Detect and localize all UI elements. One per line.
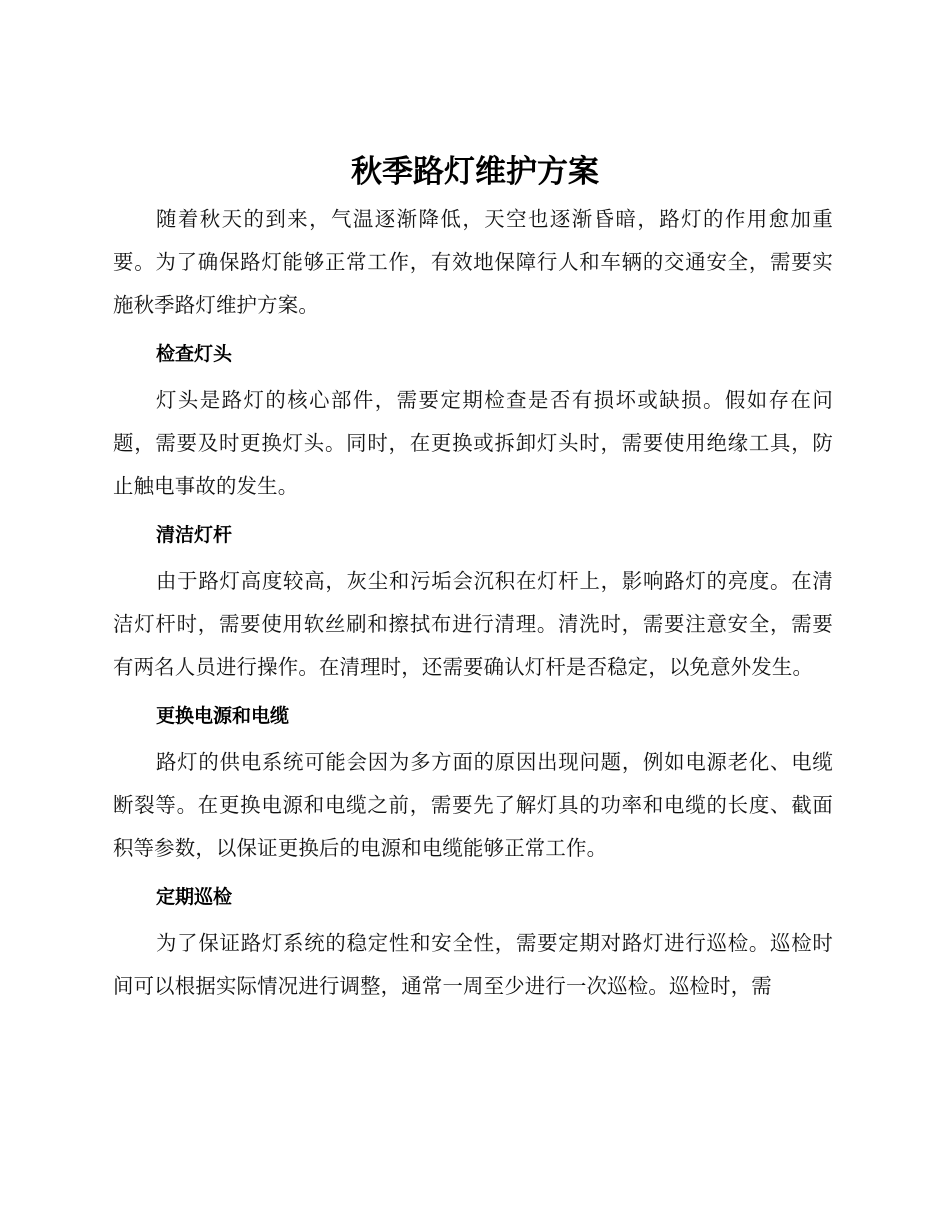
section-check-lamp-head: [113, 339, 833, 508]
section-paragraph: 为了保证路灯系统的稳定性和安全性，需要定期对路灯进行巡检。巡检时间可以根据实际情况进行调整，通常一周至少进行一次巡检。巡检时，需: [113, 931, 833, 998]
section-paragraph: 灯头是路灯的核心部件，需要定期检查是否有损坏或缺损。假如存在问题，需要及时更换灯头。同时，在更换或拆卸灯头时，需要使用绝缘工具，防止触电事故的发生。: [113, 388, 833, 498]
intro-paragraph: 随着秋天的到来，气温逐渐降低，天空也逐渐昏暗，路灯的作用愈加重要。为了确保路灯能够正常工作，有效地保障行人和车辆的交通安全，需要实施秋季路灯维护方案。: [113, 207, 833, 317]
section-heading: 定期巡检: [156, 886, 233, 908]
section-replace-power-cable: [113, 701, 833, 870]
section-heading: 检查灯头: [156, 343, 233, 365]
section-paragraph: 由于路灯高度较高，灰尘和污垢会沉积在灯杆上，影响路灯的亮度。在清洁灯杆时，需要使用软丝刷和擦拭布进行清理。清洗时，需要注意安全，需要有两名人员进行操作。在清理时，还需要确认灯杆是否稳定，以免意外发生。: [113, 569, 833, 679]
section-clean-lamp-pole: [113, 520, 833, 689]
section-heading: 更换电源和电缆: [156, 705, 290, 727]
section-paragraph: 路灯的供电系统可能会因为多方面的原因出现问题，例如电源老化、电缆断裂等。在更换电源和电缆之前，需要先了解灯具的功率和电缆的长度、截面积等参数，以保证更换后的电源和电缆能够正常工作。: [113, 750, 833, 860]
page-title: 秋季路灯维护方案: [351, 154, 599, 190]
section-regular-inspection: [113, 882, 833, 1008]
section-heading: 清洁灯杆: [156, 524, 233, 546]
document-body: [113, 198, 833, 1008]
